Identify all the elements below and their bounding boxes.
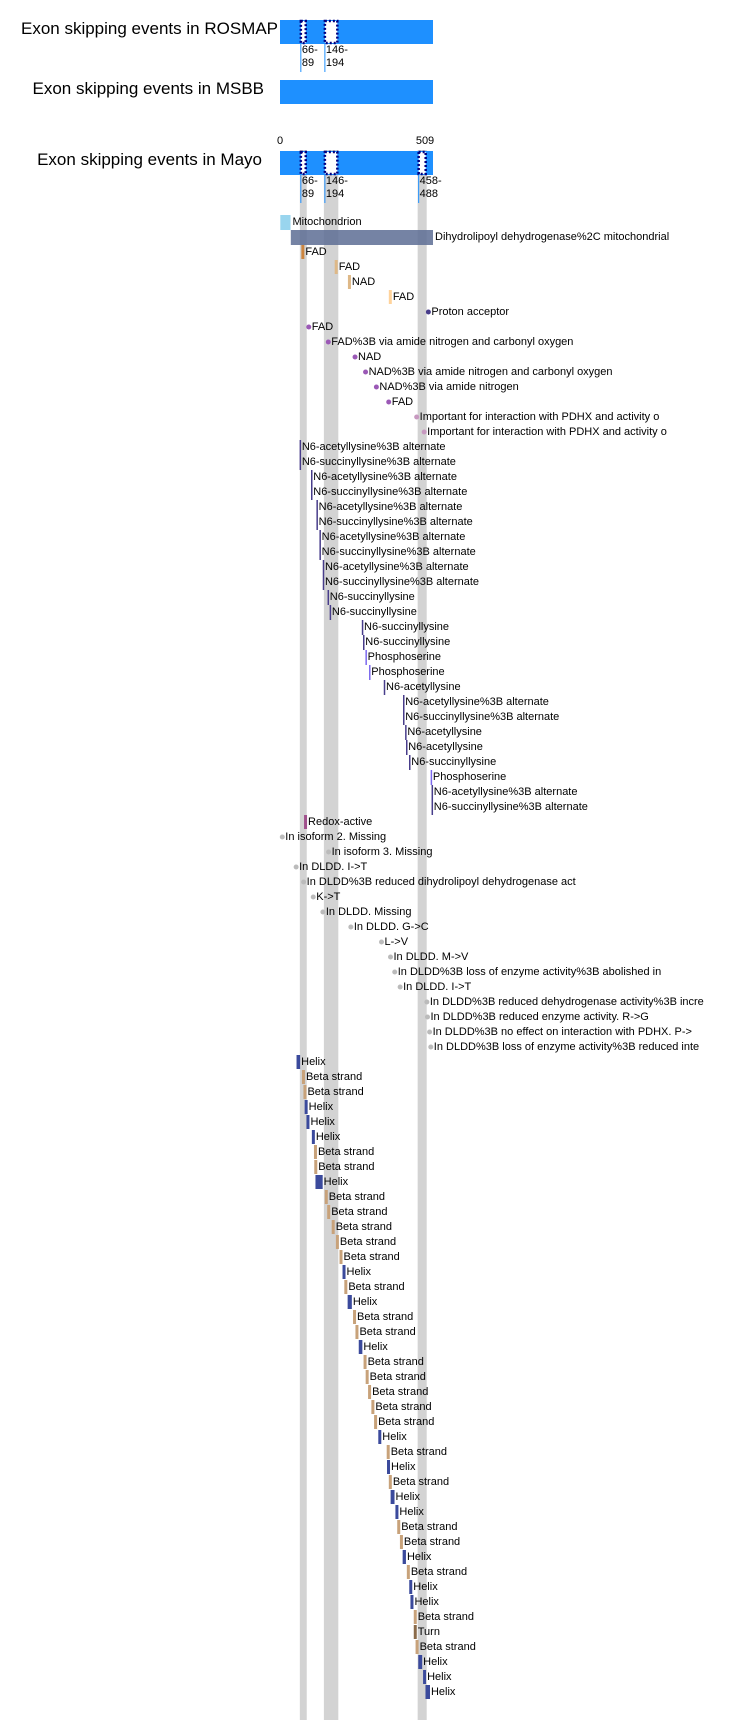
- feature-label: Helix: [308, 1101, 334, 1113]
- feature-label: Beta strand: [410, 1566, 468, 1578]
- feature-label: Helix: [382, 1431, 407, 1443]
- exon-skip-event: [325, 152, 337, 174]
- feature-label: Beta strand: [305, 1071, 363, 1083]
- feature-label: Mitochondrion: [292, 216, 362, 228]
- feature-label: N6-acetyllysine%3B alternate: [318, 501, 463, 513]
- feature-label: Helix: [414, 1596, 439, 1608]
- feature-dot: [306, 325, 311, 330]
- feature-label: In DLDD%3B loss of enzyme activity%3B abolished in: [397, 966, 662, 978]
- feature-label: N6-succinyllysine%3B alternate: [318, 516, 473, 528]
- track-title: Exon skipping events in Mayo: [37, 150, 262, 169]
- feature-label: In DLDD%3B no effect on interaction with PDHX. P->: [432, 1026, 692, 1038]
- feature-dot: [326, 850, 331, 855]
- feature-bar: [314, 1145, 317, 1159]
- feature-bar: [359, 1340, 363, 1354]
- feature-dot: [374, 385, 379, 390]
- feature-label: Beta strand: [419, 1641, 476, 1653]
- feature-label: Beta strand: [331, 1206, 388, 1218]
- feature-label: Important for interaction with PDHX and activity o: [419, 411, 660, 423]
- feature-label: Turn: [417, 1626, 440, 1638]
- feature-label: N6-acetyllysine%3B alternate: [433, 786, 578, 798]
- feature-label: NAD: [351, 276, 376, 288]
- feature-label: N6-acetyllysine: [386, 681, 461, 693]
- feature-label: Helix: [363, 1341, 388, 1353]
- feature-label: In DLDD%3B reduced enzyme activity. R->G: [430, 1011, 649, 1023]
- feature-label: NAD: [358, 351, 382, 363]
- feature-label: N6-succinyllysine%3B alternate: [405, 711, 560, 723]
- feature-bar: [397, 1520, 400, 1534]
- feature-label: Redox-active: [308, 816, 373, 828]
- feature-dot: [427, 1030, 432, 1035]
- feature-label: Helix: [395, 1491, 420, 1503]
- feature-label: Beta strand: [417, 1611, 475, 1623]
- feature-label: N6-succinyllysine: [364, 621, 450, 633]
- feature-dot: [311, 895, 316, 900]
- feature-bar: [306, 1115, 309, 1129]
- feature-bar: [414, 1610, 417, 1624]
- feature-bar: [355, 1325, 358, 1339]
- feature-bar: [327, 1205, 330, 1219]
- feature-bar: [389, 1475, 392, 1489]
- feature-label: FAD%3B via amide nitrogen and carbonyl oxygen: [331, 336, 574, 348]
- track-bar: [280, 80, 433, 104]
- exon-skip-event: [301, 152, 306, 174]
- feature-label: Helix: [352, 1296, 378, 1308]
- feature-label: Helix: [399, 1506, 424, 1518]
- feature-label: In DLDD%3B reduced dehydrogenase activity%3B incre: [429, 996, 704, 1008]
- feature-bar: [374, 1415, 377, 1429]
- feature-label: FAD: [338, 261, 361, 273]
- exon-skip-event: [419, 152, 426, 174]
- track-title: Exon skipping events in MSBB: [32, 79, 264, 98]
- feature-label: N6-acetyllysine%3B alternate: [313, 471, 457, 483]
- exon-skip-event: [325, 21, 337, 43]
- feature-label: N6-succinyllysine%3B alternate: [324, 576, 480, 588]
- feature-label: FAD: [391, 396, 414, 408]
- feature-dot: [386, 400, 391, 405]
- feature-label: K->T: [316, 891, 341, 903]
- feature-label: NAD%3B via amide nitrogen and carbonyl oxygen: [368, 366, 613, 378]
- feature-label: Helix: [315, 1131, 341, 1143]
- feature-bar: [343, 1265, 346, 1279]
- feature-label: Beta strand: [401, 1521, 458, 1533]
- feature-label: L->V: [384, 936, 409, 948]
- feature-label: In isoform 2. Missing: [285, 831, 387, 843]
- feature-bar: [400, 1535, 403, 1549]
- feature-dot: [326, 340, 331, 345]
- feature-label: In isoform 3. Missing: [331, 846, 433, 858]
- feature-label: In DLDD. M->V: [393, 951, 469, 963]
- feature-bar: [423, 1670, 426, 1684]
- feature-label: N6-acetyllysine%3B alternate: [324, 561, 469, 573]
- feature-dot: [428, 1045, 433, 1050]
- feature-label: In DLDD%3B reduced dihydrolipoyl dehydrogenase act: [306, 876, 576, 888]
- feature-label: Proton acceptor: [431, 306, 510, 318]
- feature-dot: [320, 910, 325, 915]
- feature-label: Beta strand: [343, 1251, 400, 1263]
- feature-label: Beta strand: [357, 1311, 414, 1323]
- event-range-label: 146- 194: [325, 44, 348, 69]
- event-range-label: 458- 488: [419, 175, 442, 200]
- event-range-label: 66- 89: [301, 175, 318, 200]
- feature-label: N6-acetyllysine%3B alternate: [405, 696, 549, 708]
- feature-label: Helix: [301, 1056, 326, 1068]
- feature-label: N6-succinyllysine: [329, 591, 415, 603]
- feature-label: N6-succinyllysine%3B alternate: [313, 486, 468, 498]
- feature-dot: [379, 940, 384, 945]
- feature-bar: [353, 1310, 356, 1324]
- feature-label: Phosphoserine: [432, 771, 507, 783]
- feature-dot: [425, 1015, 430, 1020]
- feature-bar: [410, 1595, 413, 1609]
- feature-bar: [387, 1445, 390, 1459]
- feature-bar: [414, 1625, 417, 1639]
- feature-bar: [297, 1055, 301, 1069]
- feature-label: N6-succinyllysine: [365, 636, 451, 648]
- feature-label: Helix: [323, 1176, 349, 1188]
- feature-dot: [424, 1000, 429, 1005]
- feature-label: N6-succinyllysine: [411, 756, 497, 768]
- feature-bar: [387, 1460, 390, 1474]
- feature-bar: [364, 1355, 367, 1369]
- feature-label: Beta strand: [372, 1386, 429, 1398]
- feature-dot: [422, 430, 427, 435]
- feature-label: In DLDD. Missing: [325, 906, 412, 918]
- feature-label: Beta strand: [367, 1356, 424, 1368]
- feature-label: Beta strand: [359, 1326, 416, 1338]
- feature-label: Beta strand: [328, 1191, 386, 1203]
- feature-label: In DLDD. I->T: [403, 981, 472, 993]
- feature-bar: [418, 1655, 422, 1669]
- feature-label: N6-succinyllysine%3B alternate: [321, 546, 476, 558]
- skipped-exon-shade: [300, 150, 307, 1720]
- feature-label: Beta strand: [335, 1221, 392, 1233]
- feature-label: Helix: [406, 1551, 432, 1563]
- feature-label: Beta strand: [348, 1281, 405, 1293]
- axis-max-label: 509: [415, 135, 435, 147]
- feature-bar: [371, 1400, 374, 1414]
- feature-dot: [388, 955, 393, 960]
- feature-bar: [332, 1220, 335, 1234]
- feature-label: N6-succinyllysine%3B alternate: [433, 801, 588, 813]
- feature-bar: [348, 1295, 352, 1309]
- feature-dot: [280, 835, 285, 840]
- feature-label: Beta strand: [307, 1086, 364, 1098]
- feature-bar: [366, 1370, 369, 1384]
- feature-bar: [315, 1175, 322, 1189]
- exon-skip-event: [301, 21, 306, 43]
- feature-bar: [344, 1280, 347, 1294]
- feature-dot: [398, 985, 403, 990]
- feature-label: Dihydrolipoyl dehydrogenase%2C mitochondrial: [435, 231, 670, 243]
- feature-bar: [425, 1685, 430, 1699]
- feature-label: In DLDD. I->T: [299, 861, 368, 873]
- feature-label: Helix: [423, 1656, 448, 1668]
- skipped-exon-shade: [324, 150, 338, 1720]
- feature-label: Phosphoserine: [367, 651, 442, 663]
- feature-bar: [340, 1250, 343, 1264]
- feature-bar: [301, 245, 304, 259]
- feature-label: NAD%3B via amide nitrogen: [379, 381, 519, 393]
- feature-bar: [407, 1565, 410, 1579]
- feature-bar: [395, 1505, 398, 1519]
- feature-dot: [414, 415, 419, 420]
- event-range-label: 66- 89: [301, 44, 318, 69]
- feature-bar: [312, 1130, 315, 1144]
- feature-label: Helix: [391, 1461, 416, 1473]
- feature-bar: [305, 1100, 308, 1114]
- feature-bar: [378, 1430, 381, 1444]
- feature-label: Helix: [346, 1266, 371, 1278]
- feature-label: Beta strand: [378, 1416, 435, 1428]
- feature-bar: [314, 1160, 317, 1174]
- feature-label: Beta strand: [375, 1401, 432, 1413]
- feature-bar: [304, 815, 307, 829]
- feature-label: In DLDD%3B loss of enzyme activity%3B reduced inte: [433, 1041, 700, 1053]
- feature-bar: [336, 1235, 339, 1249]
- feature-dot: [392, 970, 397, 975]
- feature-label: Helix: [430, 1686, 456, 1698]
- feature-label: Helix: [413, 1581, 438, 1593]
- feature-label: Important for interaction with PDHX and activity o: [427, 426, 667, 438]
- feature-label: Beta strand: [317, 1146, 375, 1158]
- feature-label: N6-acetyllysine%3B alternate: [321, 531, 466, 543]
- feature-label: Beta strand: [392, 1476, 450, 1488]
- feature-label: Beta strand: [369, 1371, 426, 1383]
- feature-label: N6-acetyllysine: [407, 726, 482, 738]
- feature-label: FAD: [311, 321, 334, 333]
- feature-bar: [303, 1085, 306, 1099]
- feature-bar: [416, 1640, 419, 1654]
- event-range-label: 146- 194: [325, 175, 348, 200]
- feature-label: Helix: [310, 1116, 335, 1128]
- feature-label: FAD: [392, 291, 415, 303]
- feature-label: N6-acetyllysine: [408, 741, 483, 753]
- track-title: Exon skipping events in ROSMAP: [20, 19, 278, 38]
- feature-label: Phosphoserine: [371, 666, 445, 678]
- feature-dot: [294, 865, 299, 870]
- axis-min-label: 0: [276, 135, 284, 147]
- feature-dot: [353, 355, 358, 360]
- feature-region: [280, 215, 290, 230]
- feature-region: [291, 230, 433, 245]
- feature-label: FAD: [305, 246, 327, 258]
- feature-dot: [348, 925, 353, 930]
- feature-bar: [335, 260, 338, 274]
- feature-bar: [403, 1550, 406, 1564]
- feature-label: Beta strand: [390, 1446, 447, 1458]
- feature-label: Beta strand: [403, 1536, 461, 1548]
- feature-bar: [391, 1490, 395, 1504]
- feature-bar: [325, 1190, 328, 1204]
- feature-bar: [409, 1580, 412, 1594]
- feature-bar: [302, 1070, 305, 1084]
- feature-bar: [348, 275, 351, 289]
- feature-bar: [368, 1385, 371, 1399]
- feature-label: Beta strand: [318, 1161, 375, 1173]
- feature-bar: [389, 290, 392, 304]
- feature-dot: [426, 310, 431, 315]
- feature-dot: [301, 880, 306, 885]
- feature-label: N6-succinyllysine%3B alternate: [301, 456, 456, 468]
- feature-label: In DLDD. G->C: [353, 921, 429, 933]
- feature-dot: [363, 370, 368, 375]
- feature-label: Beta strand: [339, 1236, 397, 1248]
- feature-label: Helix: [427, 1671, 452, 1683]
- feature-label: N6-acetyllysine%3B alternate: [301, 441, 446, 453]
- feature-label: N6-succinyllysine: [331, 606, 417, 618]
